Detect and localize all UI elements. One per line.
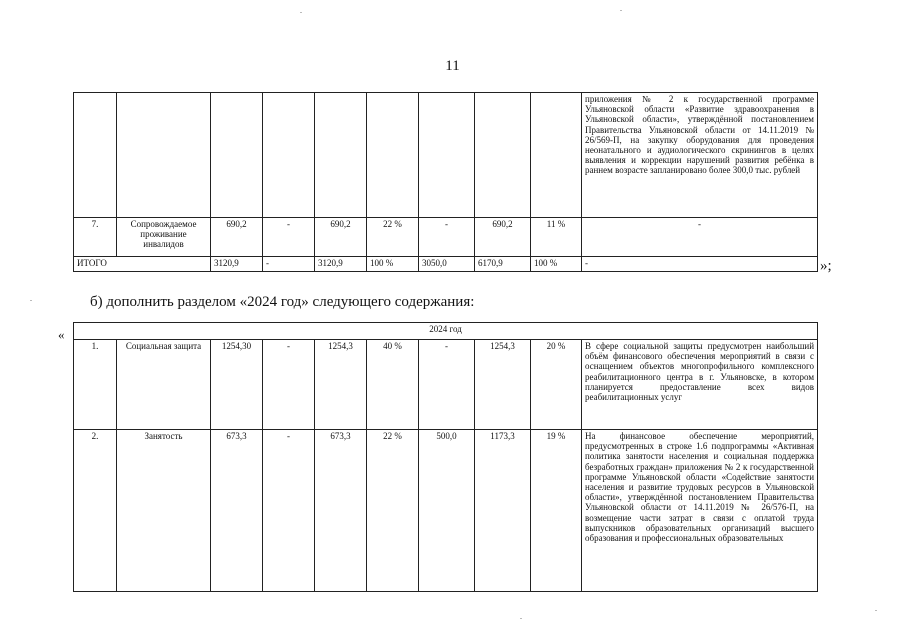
value-cell: 3120,9 [211, 257, 263, 272]
value-cell: 6170,9 [475, 257, 531, 272]
value-cell: 22 % [367, 430, 419, 592]
page-number: 11 [445, 58, 460, 74]
value-cell: 1254,3 [315, 340, 367, 430]
description-cell: - [582, 257, 818, 272]
value-cell: - [263, 218, 315, 257]
closing-quote: »; [820, 258, 832, 274]
area-name: Социальная защита [117, 340, 211, 430]
scan-speck [300, 12, 302, 13]
total-label: ИТОГО [74, 257, 211, 272]
area-name: Сопровождаемое проживание инвалидов [117, 218, 211, 257]
value-cell: 1173,3 [475, 430, 531, 592]
value-cell: - [263, 257, 315, 272]
description-cell: В сфере социальной защиты предусмотрен наибольший объём финансового обеспечения мероприятий в связи с оснащением объектов многопрофильного комплексного реабилитационного центра в г. Ульяновске, в котором планируется предоставление всех видов реабилитационных услуг [582, 340, 818, 430]
value-cell: 673,3 [315, 430, 367, 592]
table-row [74, 218, 818, 257]
table-row [74, 93, 818, 218]
area-name: Занятость [117, 430, 211, 592]
description-cell: приложения № 2 к государственной программе Ульяновской области «Развитие здравоохранения в Ульяновской области», утверждённой постановлением Правительства Ульяновской области от 14.11.2019 № 26/569-П, на закупку оборудования для проведения неонатального и аудиологического скринингов в целях выявления и коррекции нарушений развития ребёнка в раннем возрасте запланировано более 300,0 тыс. рублей [582, 93, 818, 218]
value-cell: 690,2 [315, 218, 367, 257]
opening-quote: « [58, 327, 65, 342]
value-cell: 690,2 [475, 218, 531, 257]
value-cell: - [419, 218, 475, 257]
value-cell: 40 % [367, 340, 419, 430]
value-cell: 1254,30 [211, 340, 263, 430]
section-instruction: б) дополнить разделом «2024 год» следующего содержания: [90, 294, 475, 310]
value-cell: 11 % [531, 218, 582, 257]
value-cell: - [419, 340, 475, 430]
value-cell: - [263, 430, 315, 592]
value-cell: 1254,3 [475, 340, 531, 430]
value-cell: 3120,9 [315, 257, 367, 272]
table-header-row [74, 323, 818, 340]
table-continuation [73, 92, 818, 272]
scan-speck [620, 10, 622, 11]
scan-speck [875, 610, 877, 611]
value-cell: 673,3 [211, 430, 263, 592]
row-number: 7. [74, 218, 117, 257]
value-cell: 100 % [531, 257, 582, 272]
row-number: 2. [74, 430, 117, 592]
table-row [74, 340, 818, 430]
description-cell: - [582, 218, 818, 257]
table-row [74, 430, 818, 592]
value-cell: 100 % [367, 257, 419, 272]
value-cell: - [263, 340, 315, 430]
value-cell: 20 % [531, 340, 582, 430]
description-cell: На финансовое обеспечение мероприятий, предусмотренных в строке 1.6 подпрограммы «Активная политика занятости населения и социальная поддержка безработных граждан» приложения № 2 к государственной программе Ульяновской области «Содействие занятости населения и развитие трудовых ресурсов в Ульяновской области», утверждённой постановлением Правительства Ульяновской области от 14.11.2019 № 26/576-П, на возмещение части затрат в связи с оплатой труда выпускников образовательных организаций высшего образования и профессиональных образовательных [582, 430, 818, 592]
row-number: 1. [74, 340, 117, 430]
value-cell: 500,0 [419, 430, 475, 592]
value-cell: 3050,0 [419, 257, 475, 272]
value-cell: 690,2 [211, 218, 263, 257]
year-header: 2024 год [74, 323, 818, 340]
scan-speck [520, 618, 522, 619]
table-2024 [73, 322, 818, 592]
value-cell: 22 % [367, 218, 419, 257]
value-cell: 19 % [531, 430, 582, 592]
total-row [74, 257, 818, 272]
scan-speck [30, 300, 32, 301]
